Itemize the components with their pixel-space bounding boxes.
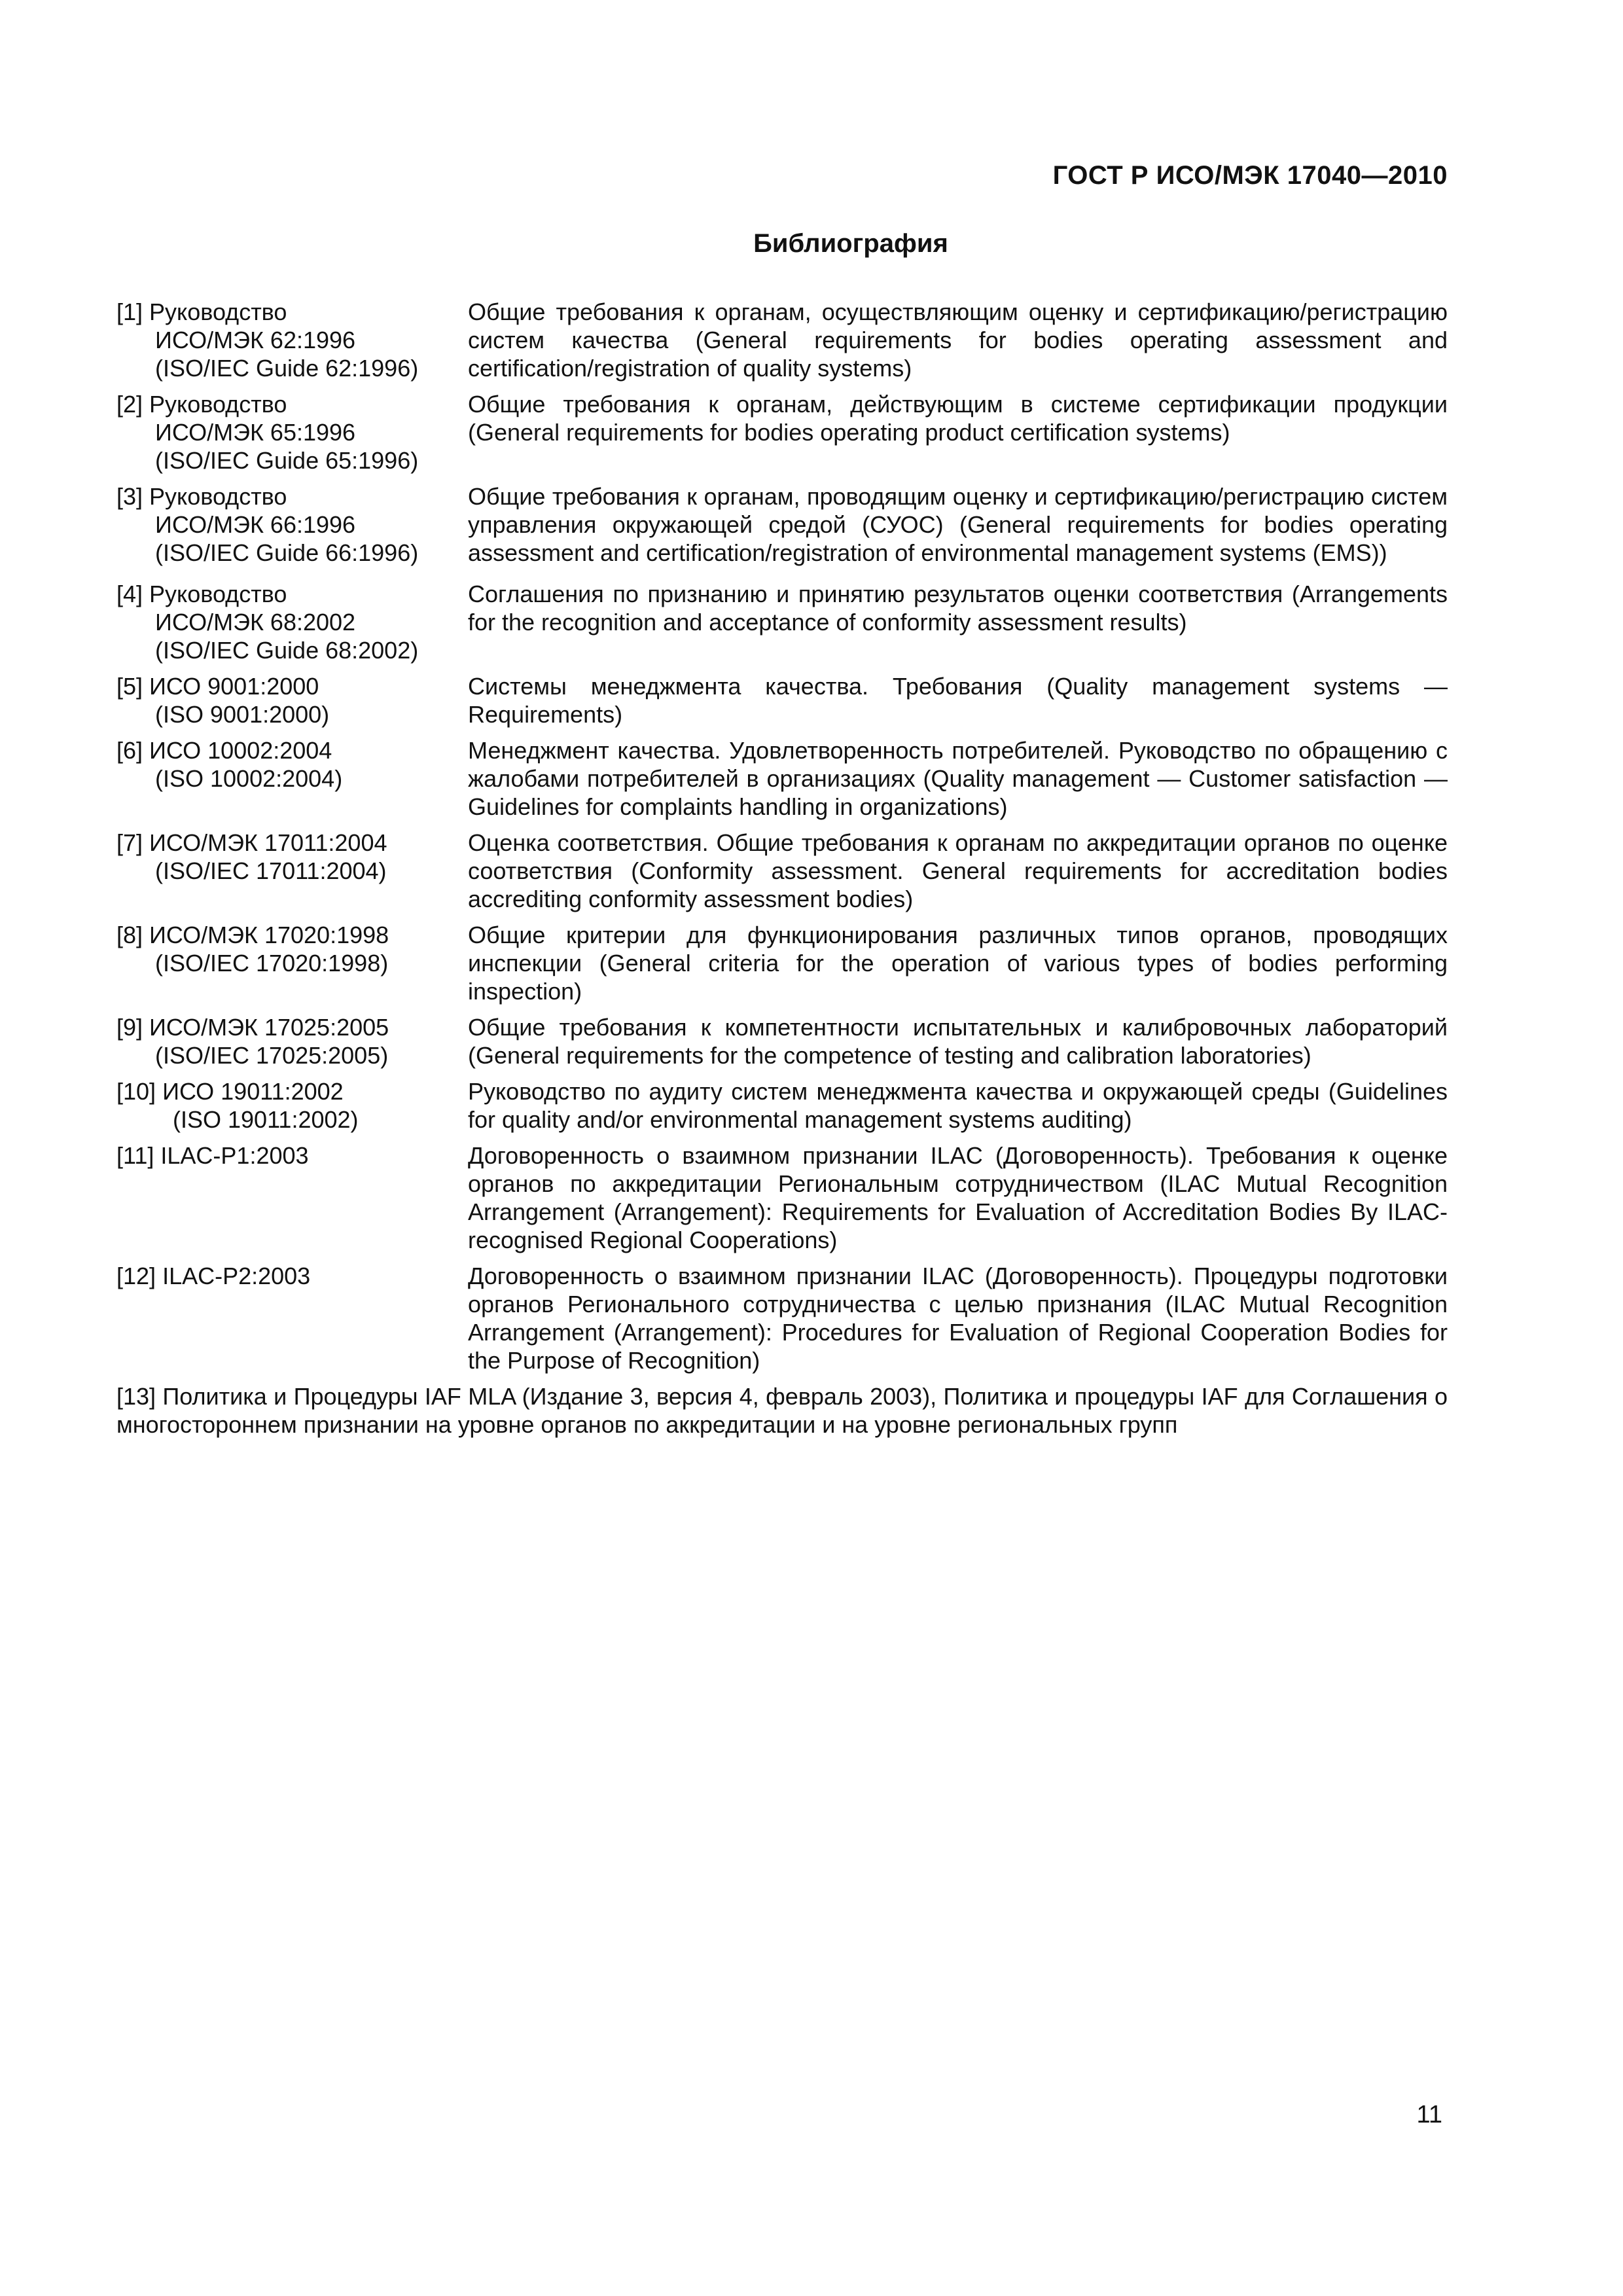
entry-source: [3] Руководство ИСО/МЭК 66:1996 (ISO/IEC Guide 66:1996)	[116, 483, 419, 566]
bibliography-entry	[116, 736, 1448, 821]
bibliography-entry	[116, 829, 1448, 913]
entry-description: Соглашения по признанию и принятию результатов оценки соответствия (Arrangements for the recognition and acceptance of conformity assessment results)	[468, 581, 1448, 636]
bibliography-entry	[116, 1077, 1448, 1134]
entry-source: [11] ILAC-P1:2003	[116, 1142, 309, 1169]
bibliography-entry	[116, 921, 1448, 1005]
bibliography-title: Библиография	[753, 229, 948, 258]
bibliography-entry	[116, 1141, 1448, 1254]
entry-description: Общие требования к органам, проводящим оценку и сертификацию/регистрацию систем управления окружающей средой (СУОС) (General requirements for bodies operating assessment and certification/registration of environmental management systems (EMS))	[468, 483, 1448, 566]
bibliography-entry	[116, 672, 1448, 728]
entry-number: [10]	[116, 1078, 156, 1105]
entry-source: [5] ИСО 9001:2000 (ISO 9001:2000)	[116, 673, 330, 728]
entry-source: [9] ИСО/МЭК 17025:2005 (ISO/IEC 17025:2005)	[116, 1014, 389, 1069]
entry-description: Руководство по аудиту систем менеджмента качества и окружающей среды (Guidelines for quality and/or environmental management systems auditing)	[468, 1078, 1448, 1133]
entry-description: Договоренность о взаимном признании ILAC (Договоренность). Процедуры подготовки органов Регионального сотрудничества с целью признания (ILAC Mutual Recognition Arrangement (Arrangement): Procedures for Evaluation of Regional Cooperation Bodies for the Purpose of Recognition)	[468, 1263, 1448, 1374]
entry-number: [12]	[116, 1263, 156, 1289]
bibliography-entry	[116, 390, 1448, 475]
entry-source: [7] ИСО/МЭК 17011:2004 (ISO/IEC 17011:2004)	[116, 829, 387, 884]
entry-description: Договоренность о взаимном признании ILAC (Договоренность). Требования к оценке органов по аккредитации Региональным сотрудничеством (ILAC Mutual Recognition Arrangement (Arrangement): Requirements for Evaluation of Accreditation Bodies By ILAC-recognised Regional Cooperations)	[468, 1142, 1448, 1253]
bibliography-entry	[116, 1262, 1448, 1374]
entry-number: [11]	[116, 1142, 154, 1169]
entry-number: [2]	[116, 391, 143, 418]
entry-number: [4]	[116, 581, 143, 607]
entry-number: [8]	[116, 922, 143, 948]
entry-number: [5]	[116, 673, 143, 700]
document-code: ГОСТ Р ИСО/МЭК 17040—2010	[1052, 161, 1448, 190]
bibliography-list	[116, 298, 1448, 1446]
entry-description: Менеджмент качества. Удовлетворенность потребителей. Руководство по обращению с жалобами потребителей в организациях (Quality management — Customer satisfaction — Guidelines for complaints handling in organizations)	[468, 737, 1448, 820]
entry-number: [7]	[116, 829, 143, 856]
entry-description: Оценка соответствия. Общие требования к органам по аккредитации органов по оценке соответствия (Conformity assessment. General requirements for accreditation bodies accrediting conformity assessment bodies)	[468, 829, 1448, 912]
entry-source: [4] Руководство ИСО/МЭК 68:2002 (ISO/IEC Guide 68:2002)	[116, 581, 419, 664]
entry-source: [10] ИСО 19011:2002 (ISO 19011:2002)	[116, 1078, 359, 1133]
entry-number: [13]	[116, 1383, 156, 1410]
entry-description: Общие требования к органам, действующим в системе сертификации продукции (General requirements for bodies operating product certification systems)	[468, 391, 1448, 446]
bibliography-entry	[116, 580, 1448, 664]
entry-number: [3]	[116, 483, 143, 510]
entry-number: [6]	[116, 737, 143, 764]
entry-source: [2] Руководство ИСО/МЭК 65:1996 (ISO/IEC Guide 65:1996)	[116, 391, 419, 474]
page-number: 11	[1416, 2101, 1442, 2128]
entry-description: Общие требования к компетентности испытательных и калибровочных лабораторий (General requirements for the competence of testing and calibration laboratories)	[468, 1014, 1448, 1069]
entry-number: [1]	[116, 298, 143, 325]
entry-description: Общие критерии для функционирования различных типов органов, проводящих инспекции (General criteria for the operation of various types of bodies performing inspection)	[468, 922, 1448, 1005]
entry-number: [9]	[116, 1014, 143, 1041]
bibliography-entry	[116, 1382, 1448, 1439]
entry-source: [12] ILAC-P2:2003	[116, 1263, 311, 1289]
entry-description: Политика и Процедуры IAF MLA (Издание 3, версия 4, февраль 2003), Политика и процедуры IAF для Соглашения о многостороннем признании на уровне органов по аккредитации и на уровне региональных групп	[116, 1383, 1448, 1438]
bibliography-entry	[116, 1013, 1448, 1069]
entry-description: Системы менеджмента качества. Требования (Quality management systems — Requirements)	[468, 673, 1448, 728]
bibliography-entry	[116, 298, 1448, 382]
bibliography-entry	[116, 482, 1448, 567]
entry-source: [6] ИСО 10002:2004 (ISO 10002:2004)	[116, 737, 343, 792]
entry-description: Общие требования к органам, осуществляющим оценку и сертификацию/регистрацию систем качества (General requirements for bodies operating assessment and certification/registration of quality systems)	[468, 298, 1448, 382]
entry-source: [8] ИСО/МЭК 17020:1998 (ISO/IEC 17020:1998)	[116, 922, 389, 977]
entry-source: [1] Руководство ИСО/МЭК 62:1996 (ISO/IEC Guide 62:1996)	[116, 298, 419, 382]
